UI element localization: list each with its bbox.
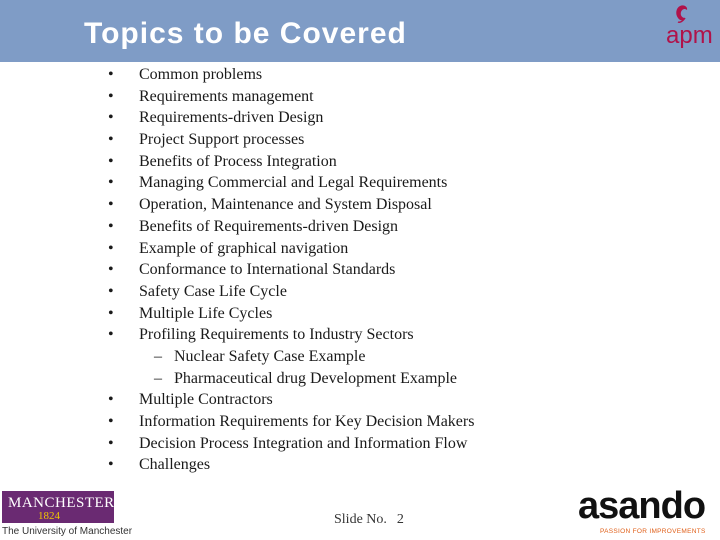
list-item-text: Information Requirements for Key Decision Makers [139,413,475,430]
manchester-subtitle: The University of Manchester [2,526,133,537]
list-item [108,194,688,216]
bullet-icon: • [108,109,114,127]
bullet-icon: • [108,261,114,279]
list-item [108,107,688,129]
list-item [108,238,688,260]
slide-number [334,512,404,528]
list-item [108,129,688,151]
sub-list-item [108,346,688,368]
university-of-manchester-logo [0,489,133,540]
list-item [108,433,688,455]
slide-number-label: Slide No. [334,512,387,527]
bullet-icon: • [108,196,114,214]
bullet-icon: • [108,131,114,149]
bullet-icon: • [108,239,114,257]
topics-list [108,64,688,476]
list-item-text: Example of graphical navigation [139,239,349,257]
apm-logo-text: apm [666,22,713,49]
list-item [108,411,688,433]
asando-logo-wordmark: asando [578,485,706,527]
bullet-icon: • [108,391,114,409]
bullet-icon: • [108,456,114,474]
bullet-icon: • [108,217,114,235]
bullet-icon: • [108,152,114,170]
list-item-text: Requirements management [139,87,314,105]
bullet-icon: • [108,413,114,430]
list-item-text: Benefits of Requirements-driven Design [139,217,399,235]
list-item-text: Project Support processes [139,131,305,149]
list-item-text: Managing Commercial and Legal Requirements [139,174,448,192]
list-item [108,324,688,346]
list-item-text: Conformance to International Standards [139,261,396,279]
dash-icon: – [154,369,162,387]
bullet-icon: • [108,282,114,300]
list-item-text: Decision Process Integration and Information Flow [139,434,468,452]
asando-logo-tagline: PASSION FOR IMPROVEMENTS [600,528,706,535]
list-item [108,151,688,173]
list-item [108,172,688,194]
bullet-icon: • [108,434,114,452]
dash-icon: – [154,347,162,365]
title-bar [0,0,720,62]
list-item-text: Benefits of Process Integration [139,152,337,170]
list-item-text: Common problems [139,66,263,83]
list-item-text: Operation, Maintenance and System Disposal [139,196,432,214]
list-item-text: Multiple Life Cycles [139,304,273,322]
bullet-icon: • [108,87,114,105]
list-item-text: Profiling Requirements to Industry Sectors [139,326,414,344]
asando-logo [578,484,718,538]
list-item-text: Challenges [139,456,211,474]
list-item [108,259,688,281]
list-item-text: Pharmaceutical drug Development Example [174,369,458,387]
list-item-text: Multiple Contractors [139,391,273,409]
list-item [108,454,688,476]
list-item [108,86,688,108]
list-item [108,281,688,303]
slide-title: Topics to be Covered [84,17,407,50]
manchester-logo-box [2,491,114,523]
manchester-year: 1824 [38,510,60,522]
bullet-icon: • [108,174,114,192]
bullet-icon: • [108,326,114,344]
list-item [108,216,688,238]
list-item [108,389,688,411]
list-item [108,303,688,325]
list-item [108,64,688,86]
slide-number-value: 2 [396,512,404,527]
list-item-text: Nuclear Safety Case Example [174,347,366,365]
bullet-icon: • [108,66,114,83]
manchester-name: MANCHESTER [8,495,115,511]
list-item-text: Safety Case Life Cycle [139,282,287,300]
bullet-icon: • [108,304,114,322]
sub-list-item [108,368,688,390]
list-item-text: Requirements-driven Design [139,109,324,127]
